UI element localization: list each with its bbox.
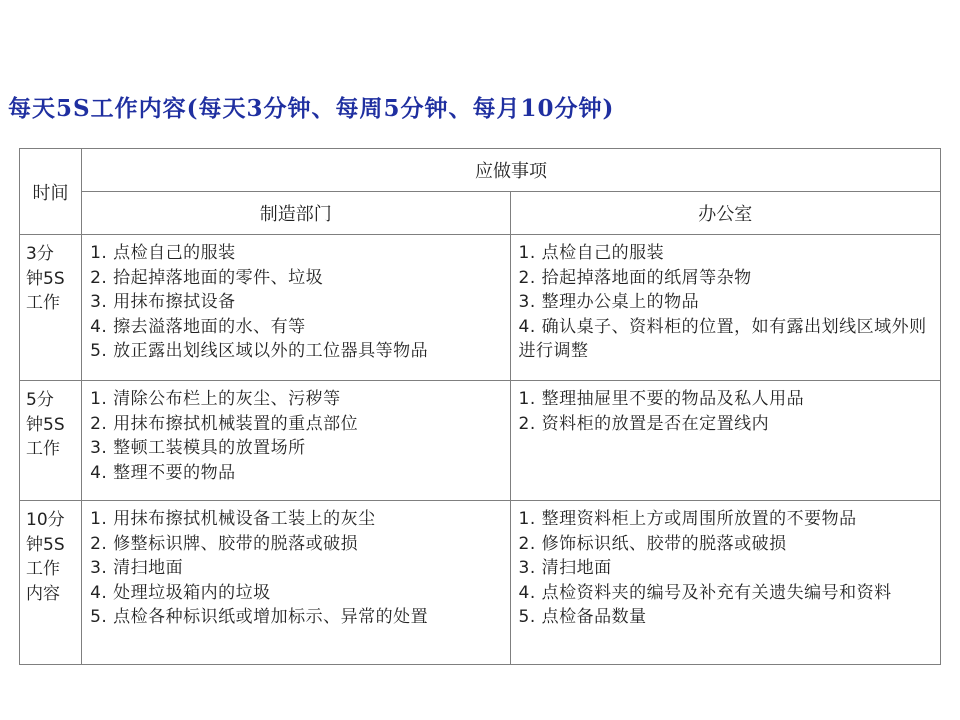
time-label: 工作	[26, 559, 60, 579]
task-item: 4. 擦去溢落地面的水、有等	[90, 316, 306, 337]
task-item: 2. 资料柜的放置是否在定置线内	[518, 413, 770, 434]
header-manufacturing: 制造部门	[82, 192, 510, 235]
task-item: 2. 拾起掉落地面的纸屑等杂物	[518, 267, 752, 288]
time-label: 工作	[26, 293, 60, 313]
table-row	[20, 235, 941, 381]
daily-5s-task-table	[19, 148, 941, 665]
task-item: 3. 清扫地面	[518, 558, 612, 578]
office-tasks	[510, 235, 940, 381]
task-item: 5. 点检备品数量	[518, 607, 647, 627]
header-time: 时间	[20, 149, 82, 235]
task-item: 1. 清除公布栏上的灰尘、污秽等	[90, 389, 341, 409]
task-item: 2. 修整标识牌、胶带的脱落或破损	[90, 533, 359, 554]
task-item: 2. 拾起掉落地面的零件、垃圾	[90, 267, 324, 288]
time-label: 钟5S	[26, 534, 65, 555]
time-label: 10分	[26, 510, 65, 530]
task-item: 4. 确认桌子、资料柜的位置，如有露出划线区域外则进行调整	[518, 316, 927, 361]
task-item: 3. 整理办公桌上的物品	[518, 292, 700, 312]
task-item: 5. 放正露出划线区域以外的工位器具等物品	[90, 341, 429, 361]
time-label: 钟5S	[26, 414, 65, 435]
office-tasks	[510, 381, 940, 501]
time-cell	[20, 235, 82, 381]
table-row	[20, 381, 941, 501]
task-item: 1. 点检自己的服装	[518, 243, 665, 263]
task-item: 3. 清扫地面	[90, 558, 184, 578]
page-title: 每天5S工作内容(每天3分钟、每周5分钟、每月10分钟)	[8, 95, 615, 122]
time-label: 内容	[26, 583, 60, 604]
task-item: 5. 点检各种标识纸或增加标示、异常的处置	[90, 607, 429, 627]
time-cell	[20, 501, 82, 665]
manufacturing-tasks	[82, 501, 510, 665]
time-label: 钟5S	[26, 268, 65, 289]
task-item: 4. 点检资料夹的编号及补充有关遗失编号和资料	[518, 582, 892, 603]
time-label: 5分	[26, 390, 54, 410]
task-item: 2. 用抹布擦拭机械装置的重点部位	[90, 413, 359, 434]
task-item: 4. 整理不要的物品	[90, 462, 236, 483]
task-item: 2. 修饰标识纸、胶带的脱落或破损	[518, 533, 787, 554]
task-item: 1. 整理抽屉里不要的物品及私人用品	[518, 389, 805, 409]
task-item: 1. 点检自己的服装	[90, 243, 236, 263]
office-tasks	[510, 501, 940, 665]
manufacturing-tasks	[82, 381, 510, 501]
manufacturing-tasks	[82, 235, 510, 381]
task-item: 4. 处理垃圾箱内的垃圾	[90, 582, 271, 603]
time-cell	[20, 381, 82, 501]
task-item: 1. 整理资料柜上方或周围所放置的不要物品	[518, 509, 857, 529]
time-label: 3分	[26, 244, 54, 264]
task-item: 3. 整顿工装模具的放置场所	[90, 438, 306, 458]
header-todo: 应做事项	[82, 149, 941, 192]
task-item: 3. 用抹布擦拭设备	[90, 292, 236, 312]
header-office: 办公室	[510, 192, 940, 235]
table-row	[20, 501, 941, 665]
time-label: 工作	[26, 439, 60, 459]
task-item: 1. 用抹布擦拭机械设备工装上的灰尘	[90, 509, 376, 529]
